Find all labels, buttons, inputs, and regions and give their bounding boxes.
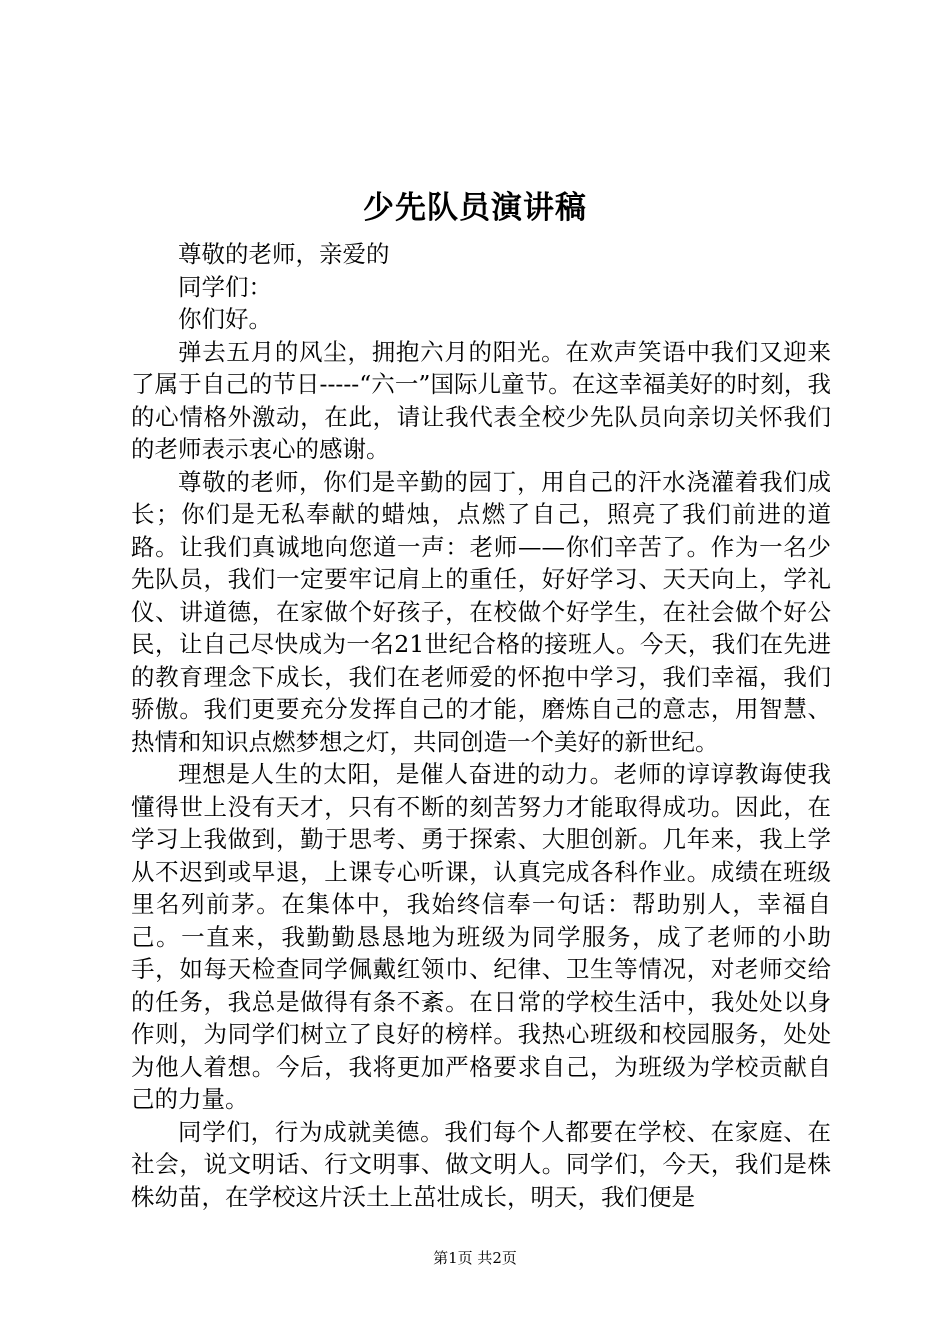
page-number-footer: 第1页 共2页	[433, 1249, 517, 1267]
document-body	[131, 238, 831, 1213]
body-paragraph: 同学们，行为成就美德。我们每个人都要在学校、在家庭、在社会，说文明话、行文明事、做文明人。同学们，今天，我们是株株幼苗，在学校这片沃土上茁壮成长，明天，我们便是	[131, 1117, 831, 1211]
body-paragraph: 弹去五月的风尘，拥抱六月的阳光。在欢声笑语中我们又迎来了属于自己的节日-----“六一”国际儿童节。在这幸福美好的时刻，我的心情格外激动，在此，请让我代表全校少先队员向亲切关怀我们的老师表示衷心的感谢。	[131, 337, 831, 463]
greeting-line: 你们好。	[178, 305, 272, 333]
salutation-line-2: 同学们：	[178, 272, 272, 301]
document-title: 少先队员演讲稿	[363, 190, 587, 226]
salutation-line-1: 尊敬的老师，亲爱的	[178, 240, 390, 268]
body-paragraph: 尊敬的老师，你们是辛勤的园丁，用自己的汗水浇灌着我们成长；你们是无私奉献的蜡烛，点燃了自己，照亮了我们前进的道路。让我们真诚地向您道一声：老师——你们辛苦了。作为一名少先队员，我们一定要牢记肩上的重任，好好学习、天天向上，学礼仪、讲道德，在家做个好孩子，在校做个好学生，在社会做个好公民，让自己尽快成为一名21世纪合格的接班人。今天，我们在先进的教育理念下成长，我们在老师爱的怀抱中学习，我们幸福，我们骄傲。我们更要充分发挥自己的才能，磨炼自己的意志，用智慧、热情和知识点燃梦想之灯，共同创造一个美好的新世纪。	[131, 467, 831, 756]
body-paragraph: 理想是人生的太阳，是催人奋进的动力。老师的谆谆教诲使我懂得世上没有天才，只有不断的刻苦努力才能取得成功。因此，在学习上我做到，勤于思考、勇于探索、大胆创新。几年来，我上学从不迟到或早退，上课专心听课，认真完成各科作业。成绩在班级里名列前茅。在集体中，我始终信奉一句话：帮助别人，幸福自己。一直来，我勤勤恳恳地为班级为同学服务，成了老师的小助手，如每天检查同学佩戴红领巾、纪律、卫生等情况，对老师交给的任务，我总是做得有条不紊。在日常的学校生活中，我处处以身作则，为同学们树立了良好的榜样。我热心班级和校园服务，处处为他人着想。今后，我将更加严格要求自己，为班级为学校贡献自己的力量。	[131, 760, 831, 1113]
